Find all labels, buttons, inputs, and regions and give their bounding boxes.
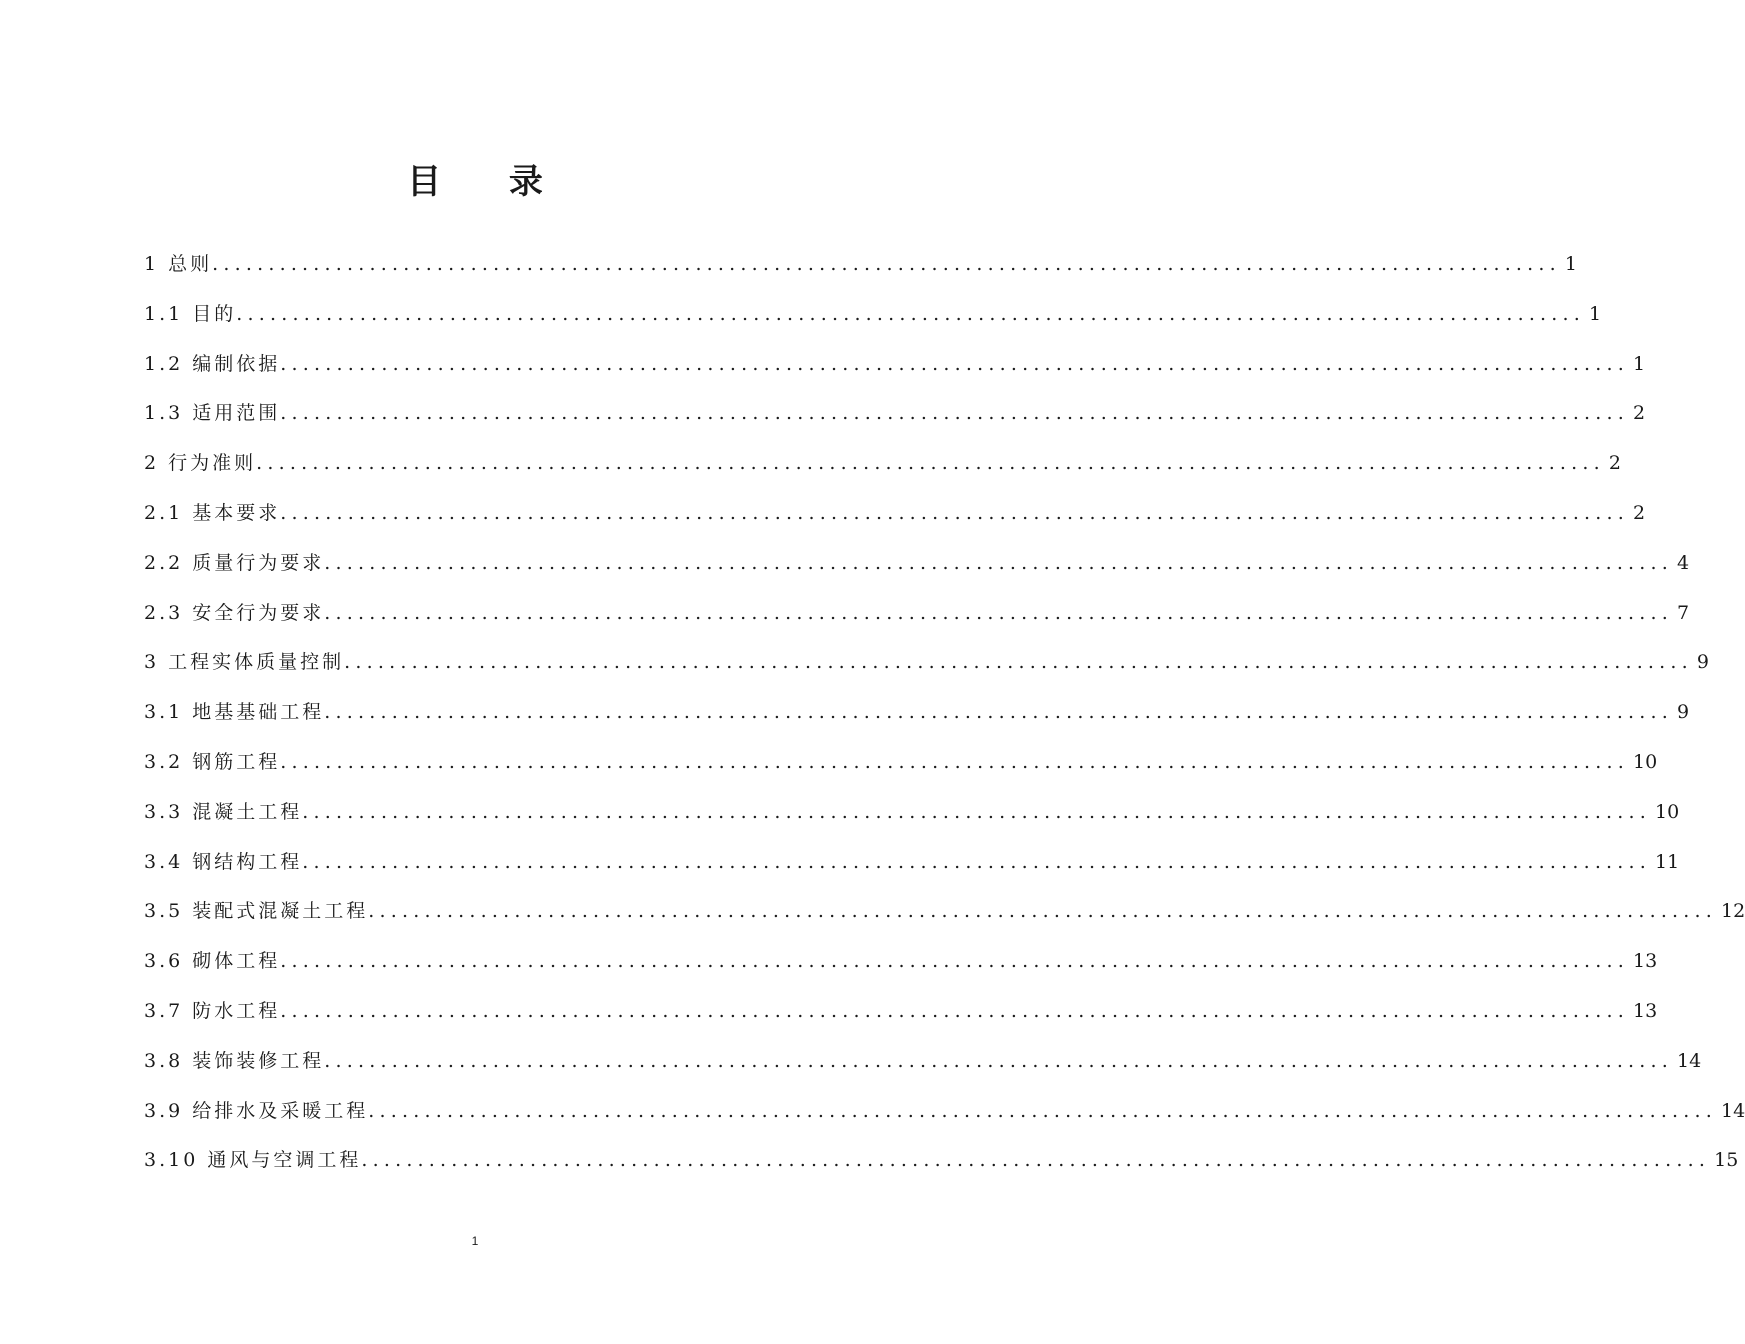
toc-entry-label: 3.4 钢结构工程: [144, 850, 303, 873]
toc-entry-page: 1: [1564, 253, 1577, 275]
toc-dot-leader: ........................................................................................................................: [236, 302, 1586, 325]
toc-entry-page: 14: [1721, 1099, 1745, 1122]
toc-entry-label: 2.1 基本要求: [144, 501, 281, 524]
toc-heading: 目 录: [407, 161, 571, 202]
toc-entry-page: 2: [1633, 501, 1646, 524]
toc-entry[interactable]: [144, 838, 1680, 888]
toc-entry[interactable]: [144, 589, 1690, 639]
toc-dot-leader: ........................................................................................................................: [280, 950, 1630, 973]
toc-entry[interactable]: [144, 539, 1690, 589]
toc-dot-leader: ........................................................................................................................: [344, 651, 1693, 674]
toc-entry[interactable]: [144, 1087, 1745, 1137]
toc-entry-label: 3.2 钢筋工程: [144, 750, 281, 773]
toc-dot-leader: ........................................................................................................................: [280, 402, 1630, 425]
toc-entry[interactable]: [144, 340, 1646, 390]
toc-entry[interactable]: [144, 240, 1577, 290]
toc-entry-label: 2.3 安全行为要求: [144, 601, 325, 624]
toc-entry-label: 1 总则: [144, 253, 213, 275]
toc-entry-label: 2 行为准则: [144, 452, 257, 475]
toc-entry-label: 3.5 装配式混凝土工程: [144, 900, 369, 923]
toc-dot-leader: ........................................................................................................................: [324, 1049, 1674, 1072]
toc-entry-page: 10: [1655, 800, 1680, 823]
toc-entry-page: 1: [1589, 302, 1602, 325]
toc-entry-label: 1.1 目的: [144, 302, 237, 325]
toc-dot-leader: ........................................................................................................................: [324, 601, 1674, 624]
toc-entry-label: 3.6 砌体工程: [144, 950, 281, 973]
toc-entry-page: 4: [1677, 551, 1690, 574]
toc-entry-page: 9: [1677, 701, 1690, 724]
toc-dot-leader: ........................................................................................................................: [361, 1149, 1711, 1172]
toc-entry-label: 3.9 给排水及采暖工程: [144, 1099, 369, 1122]
toc-dot-leader: ........................................................................................................................: [324, 551, 1674, 574]
toc-entry-page: 14: [1677, 1049, 1702, 1072]
toc-entry-label: 3 工程实体质量控制: [144, 651, 345, 674]
toc-dot-leader: ........................................................................................................................: [324, 701, 1674, 724]
toc-entry-page: 11: [1655, 850, 1680, 873]
toc-entry-label: 1.3 适用范围: [144, 402, 281, 425]
toc-entry[interactable]: [144, 1037, 1702, 1087]
toc-entry-page: 1: [1633, 352, 1646, 375]
toc-entry-page: 2: [1608, 452, 1621, 475]
toc-entry[interactable]: [144, 937, 1658, 987]
toc-entry[interactable]: [144, 389, 1646, 439]
toc-entry-page: 13: [1633, 950, 1658, 973]
toc-entry[interactable]: [144, 489, 1646, 539]
toc-entry-page: 13: [1633, 999, 1658, 1022]
toc-entry[interactable]: [144, 638, 1709, 688]
toc-dot-leader: ........................................................................................................................: [302, 850, 1652, 873]
toc-entry-label: 3.3 混凝土工程: [144, 800, 303, 823]
toc-dot-leader: ........................................................................................................................: [212, 253, 1561, 275]
toc-entry-page: 12: [1721, 900, 1745, 923]
toc-entry[interactable]: [144, 738, 1658, 788]
toc-entry-label: 3.10 通风与空调工程: [144, 1149, 362, 1172]
toc-dot-leader: ........................................................................................................................: [280, 999, 1630, 1022]
toc-entry-page: 10: [1633, 750, 1658, 773]
toc-dot-leader: ........................................................................................................................: [302, 800, 1652, 823]
toc-dot-leader: ........................................................................................................................: [280, 352, 1630, 375]
table-of-contents: [144, 240, 1745, 1186]
toc-dot-leader: ........................................................................................................................: [280, 501, 1630, 524]
toc-dot-leader: ........................................................................................................................: [368, 900, 1718, 923]
toc-entry[interactable]: [144, 688, 1690, 738]
toc-entry-page: 2: [1633, 402, 1646, 425]
toc-entry-page: 7: [1677, 601, 1690, 624]
toc-entry-label: 3.7 防水工程: [144, 999, 281, 1022]
toc-dot-leader: ........................................................................................................................: [280, 750, 1630, 773]
toc-entry-label: 3.8 装饰装修工程: [144, 1049, 325, 1072]
toc-entry-label: 1.2 编制依据: [144, 352, 281, 375]
toc-entry[interactable]: [144, 887, 1745, 937]
toc-entry[interactable]: [144, 290, 1602, 340]
toc-dot-leader: ........................................................................................................................: [256, 452, 1605, 475]
toc-entry-page: 15: [1714, 1149, 1739, 1172]
toc-dot-leader: ........................................................................................................................: [368, 1099, 1718, 1122]
toc-entry-label: 3.1 地基基础工程: [144, 701, 325, 724]
toc-entry[interactable]: [144, 439, 1621, 489]
toc-entry[interactable]: [144, 788, 1680, 838]
toc-entry[interactable]: [144, 987, 1658, 1037]
page-number: 1: [471, 1234, 479, 1248]
toc-entry-page: 9: [1696, 651, 1709, 674]
toc-entry-label: 2.2 质量行为要求: [144, 551, 325, 574]
toc-entry[interactable]: [144, 1136, 1739, 1186]
